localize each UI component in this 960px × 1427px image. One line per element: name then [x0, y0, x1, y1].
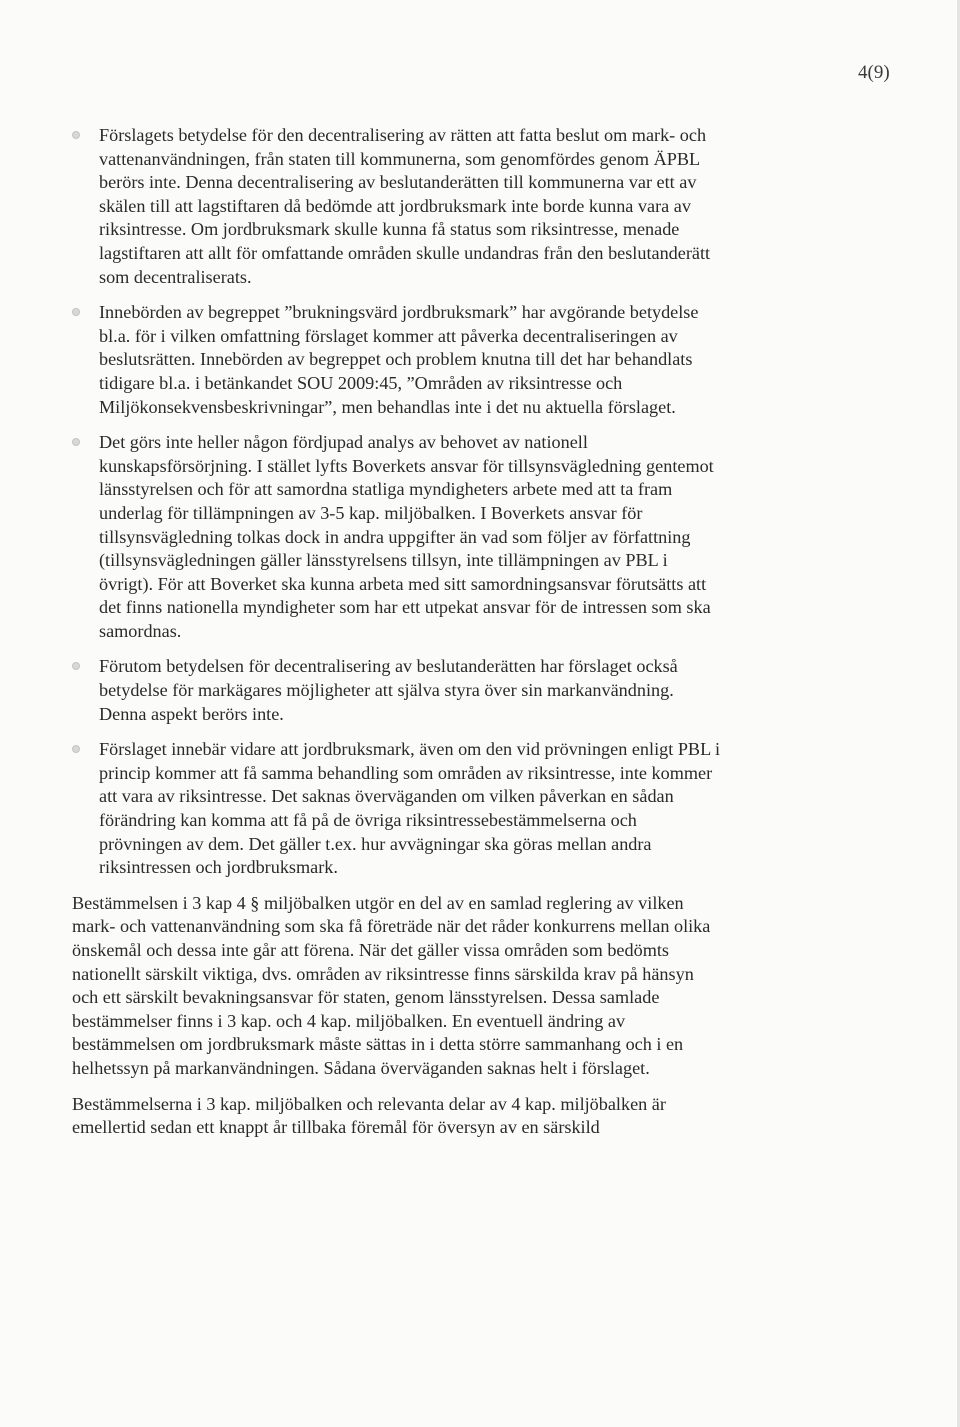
list-item-text: Innebörden av begreppet ”brukningsvärd jordbruksmark” har avgörande betydelse bl.a. för i vilken omfattning förslaget kommer att påverka decentraliseringen av beslutsrätten. Innebörden av begreppet och problem knutna till det har behandlats tidigare bl.a. i betänkandet SOU 2009:45, ”Områden av riksintresse och Miljökonsekvensbeskrivningar”, men behandlas inte i det nu aktuella förslaget.: [99, 302, 699, 417]
list-item: [72, 301, 722, 419]
body-paragraph: Bestämmelserna i 3 kap. miljöbalken och relevanta delar av 4 kap. miljöbalken är emellertid sedan ett knappt år tillbaka föremål för översyn av en särskild: [72, 1093, 666, 1138]
document-body: [72, 124, 722, 1152]
bullet-dot-icon: [72, 131, 80, 139]
bullet-dot-icon: [72, 745, 80, 753]
list-item: [72, 431, 722, 643]
list-item-text: Förslagets betydelse för den decentralisering av rätten att fatta beslut om mark- och vattenanvändningen, från staten till kommunerna, som genomfördes genom ÄPBL berörs inte. Denna decentralisering av beslutanderätten till kommunerna var ett av skälen till att lagstiftaren då bedömde att jordbruksmark inte borde kunna vara av riksintresse. Om jordbruksmark skulle kunna få status som riksintresse, menade lagstiftaren att allt för omfattande områden skulle undandras från den beslutanderätt som decentraliserats.: [99, 125, 711, 287]
page-number: 4(9): [858, 62, 890, 83]
bullet-dot-icon: [72, 308, 80, 316]
bullet-list: [72, 124, 722, 880]
body-paragraph: Bestämmelsen i 3 kap 4 § miljöbalken utgör en del av en samlad reglering av vilken mark- och vattenanvändning som ska få företräde när det råder konkurrens mellan olika önskemål och dessa inte går att förena. När det gäller vissa områden som bedömts nationellt särskilt viktiga, dvs. områden av riksintresse finns särskilda krav på hänsyn och ett särskilt bevakningsansvar för staten, genom länsstyrelsen. Dessa samlade bestämmelser finns i 3 kap. och 4 kap. miljöbalken. En eventuell ändring av bestämmelsen om jordbruksmark måste sättas in i detta större sammanhang och i en helhetssyn på markanvändningen. Sådana överväganden saknas helt i förslaget.: [72, 892, 711, 1078]
bullet-dot-icon: [72, 662, 80, 670]
bullet-dot-icon: [72, 438, 80, 446]
list-item: [72, 738, 722, 880]
list-item: [72, 124, 722, 289]
list-item-text: Förutom betydelsen för decentralisering av beslutanderätten har förslaget också betydelse för markägares möjligheter att själva styra över sin markanvändning. Denna aspekt berörs inte.: [99, 656, 678, 724]
list-item-text: Det görs inte heller någon fördjupad analys av behovet av nationell kunskapsförsörjning. I stället lyfts Boverkets ansvar för tillsynsvägledning gentemot länsstyrelsen och för att samordna statliga myndigheters arbete med att ta fram underlag för tillämpningen av 3-5 kap. miljöbalken. I Boverkets ansvar för tillsynsvägledning tolkas dock in andra uppgifter än vad som följer av författning (tillsynsvägledningen gäller länsstyrelsens tillsyn, inte tillämpningen av PBL i övrigt). För att Boverket ska kunna arbeta med sitt samordningsansvar förutsätts att det finns nationella myndigheter som har ett utpekat ansvar för de intressen som ska samordnas.: [99, 432, 714, 641]
list-item: [72, 655, 722, 726]
list-item-text: Förslaget innebär vidare att jordbruksmark, även om den vid prövningen enligt PBL i princip kommer att få samma behandling som områden av riksintresse, inte kommer att vara av riksintresse. Det saknas överväganden om vilken påverkan en sådan förändring kan komma att få på de övriga riksintressebestämmelserna och prövningen av dem. Det gäller t.ex. hur avvägningar ska göras mellan andra riksintressen och jordbruksmark.: [99, 739, 721, 878]
